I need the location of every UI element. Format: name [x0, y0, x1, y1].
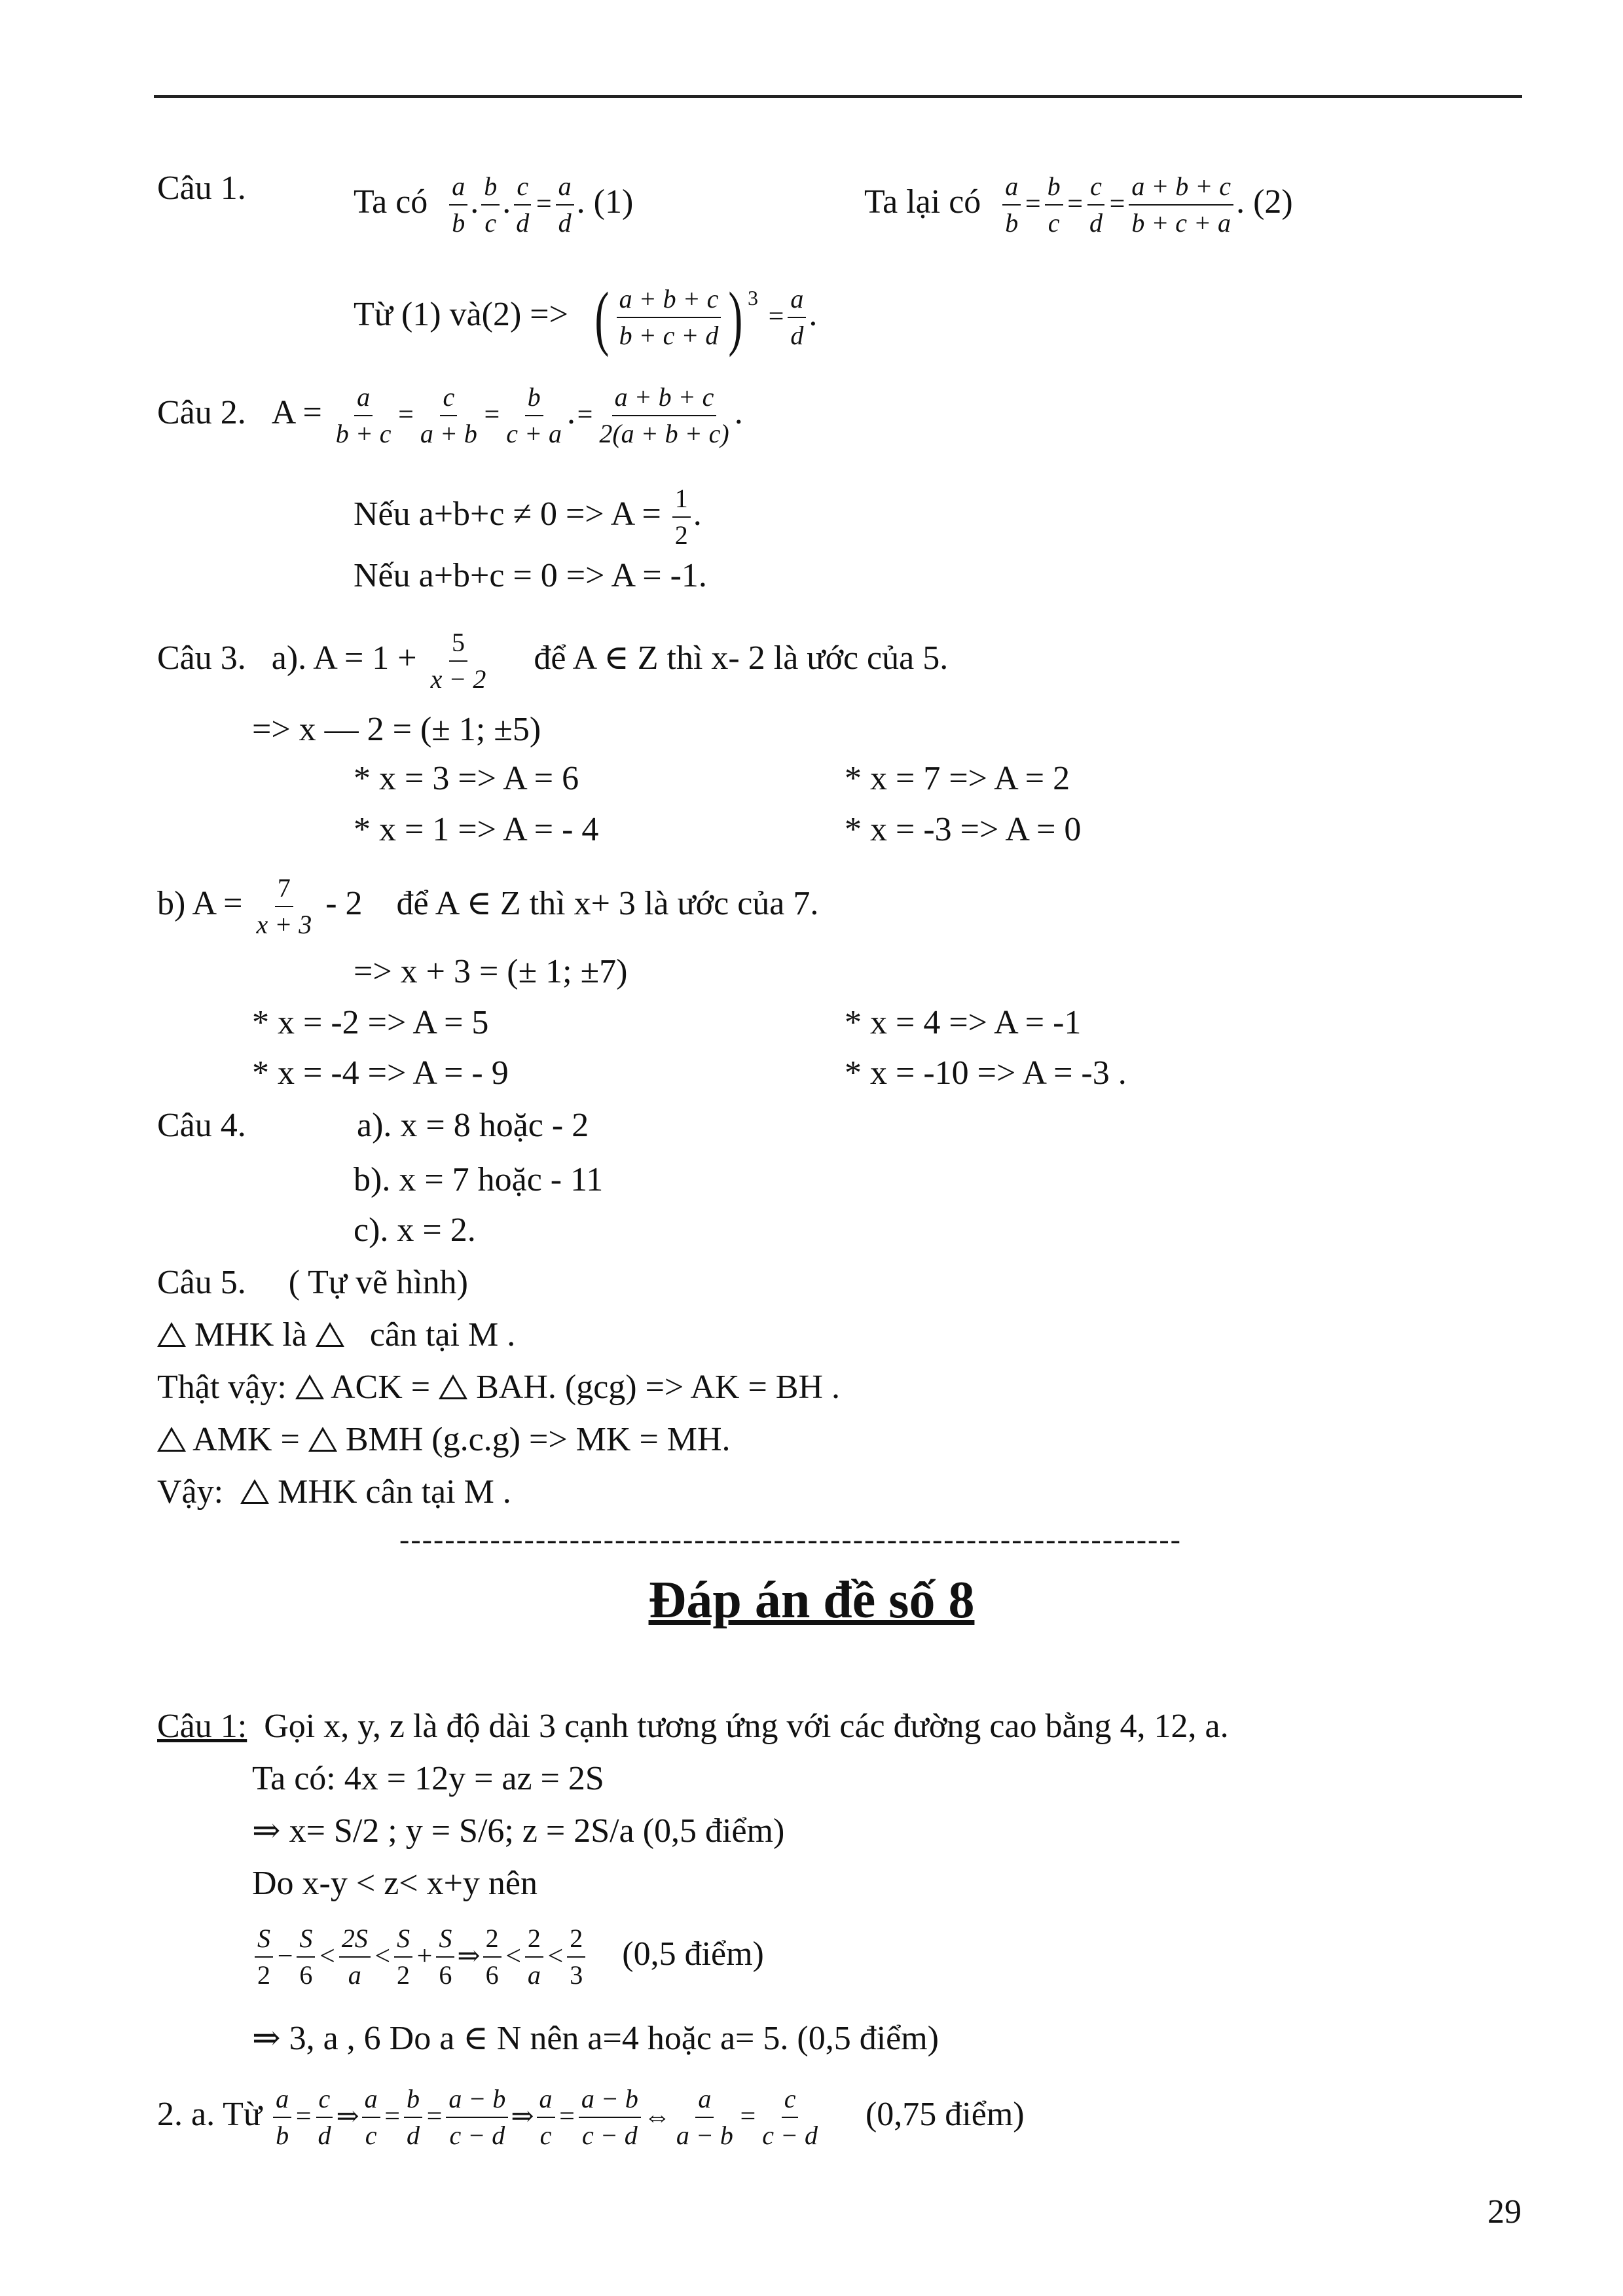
triangle-icon — [240, 1479, 269, 1504]
header-rule — [154, 95, 1522, 98]
s8-c1-line-3: ⇒ x= S/2 ; y = S/6; z = 2S/a (0,5 điểm) — [252, 1812, 785, 1850]
triangle-icon — [439, 1374, 467, 1399]
q1-equation-2: Ta lại có $\frac{a}{b}$ = $\frac{b}{c}$ = $\frac{c}{d}$ = $\frac{a + b + c}{b + c + a}$ . (2) — [864, 169, 1293, 241]
section-separator: --------------------------------------------------------------------- — [399, 1522, 1182, 1556]
q5-line-4: Vậy: MHK cân tại M . — [157, 1473, 511, 1511]
s8-part-2a: 2. a. Từ $\frac{a}{b}$ = $\frac{c}{d}$ ⇒ $\frac{a}{c}$ = $\frac{b}{d}$ = $\frac{a - b}{c - d}$ ⇒ $\frac{a}{c}$ = $\frac{a - b}{c - d}$ ⇔ $\frac{a}{a - b}$ = $\frac{c}{c - d}$ (0,75 điểm) — [157, 2081, 1025, 2153]
q3-a-implication: => x — 2 = (± 1; ±5) — [252, 711, 541, 748]
q5-header: Câu 5. ( Tự vẽ hình) — [157, 1264, 468, 1301]
q2-case-2: Nếu a+b+c = 0 => A = -1. — [354, 557, 707, 594]
s8-c1-line-2: Ta có: 4x = 12y = az = 2S — [252, 1760, 604, 1797]
q3-b-result-1: * x = -2 => A = 5 — [252, 1004, 489, 1041]
q4-part-a: a). x = 8 hoặc - 2 — [357, 1107, 589, 1144]
q3-b-result-2: * x = 4 => A = -1 — [845, 1004, 1082, 1041]
s8-c1-line-1: Câu 1: Gọi x, y, z là độ dài 3 cạnh tương ứng với các đường cao bằng 4, 12, a. — [157, 1708, 1229, 1745]
q5-line-3: AMK = BMH (g.c.g) => MK = MH. — [157, 1420, 731, 1460]
triangle-icon — [157, 1322, 186, 1347]
section-title: Đáp án đề số 8 — [648, 1571, 975, 1629]
triangle-icon — [316, 1322, 344, 1347]
page-number: 29 — [1487, 2193, 1522, 2231]
q3-b-implication: => x + 3 = (± 1; ±7) — [354, 953, 628, 990]
q3-a-result-4: * x = -3 => A = 0 — [845, 811, 1082, 848]
q3-a-result-1: * x = 3 => A = 6 — [354, 760, 579, 797]
q3-a-result-2: * x = 7 => A = 2 — [845, 760, 1070, 797]
q3-b-result-4: * x = -10 => A = -3 . — [845, 1054, 1127, 1092]
q3-part-a: Câu 3. a). A = 1 + $\frac{5}{x - 2}$ để A ∈ Z thì x- 2 là ước của 5. — [157, 625, 948, 697]
q4-part-b: b). x = 7 hoặc - 11 — [354, 1161, 604, 1198]
s8-c1-line-4: Do x-y < z< x+y nên — [252, 1865, 538, 1902]
q4-part-c: c). x = 2. — [354, 1211, 476, 1249]
q1-equation-1: Ta có $\frac{a}{b}$ . $\frac{b}{c}$ . $\frac{c}{d}$ = $\frac{a}{d}$ . (1) — [354, 169, 633, 241]
s8-c1-inequality: $\frac{S}{2}$ − $\frac{S}{6}$ < $\frac{2S}{a}$ < $\frac{S}{2}$ + $\frac{S}{6}$ ⇒ $\frac{2}{6}$ < $\frac{2}{a}$ < $\frac{2}{3}$ (0,5 điểm) — [252, 1921, 764, 1993]
q3-b-result-3: * x = -4 => A = - 9 — [252, 1054, 509, 1092]
q3-a-result-3: * x = 1 => A = - 4 — [354, 811, 599, 848]
q1-label: Câu 1. — [157, 170, 246, 207]
q4-label: Câu 4. — [157, 1107, 246, 1144]
triangle-icon — [295, 1374, 324, 1399]
q2-case-1: Nếu a+b+c ≠ 0 => A = $\frac{1}{2}$ . — [354, 481, 702, 553]
s8-c1-line-6: ⇒ 3, a , 6 Do a ∈ N nên a=4 hoặc a= 5. (0,5 điểm) — [252, 2020, 939, 2057]
q2-equation: Câu 2. A = $\frac{a}{b + c}$ = $\frac{c}{a + b}$ = $\frac{b}{c + a}$ .= $\frac{a + b + c}{2(a + b + c)}$ . — [157, 380, 743, 452]
triangle-icon — [157, 1427, 186, 1452]
q3-part-b: b) A = $\frac{7}{x + 3}$ - 2 để A ∈ Z thì x+ 3 là ước của 7. — [157, 870, 818, 942]
q5-line-2: Thật vậy: ACK = BAH. (gcg) => AK = BH . — [157, 1369, 841, 1406]
q5-line-1: MHK là cân tại M . — [157, 1316, 515, 1355]
q1-conclusion: Từ (1) và(2) => ( a + b + c b + c + d ) 3 = $\frac{a}{d}$ . — [354, 278, 818, 357]
triangle-icon — [308, 1427, 337, 1452]
